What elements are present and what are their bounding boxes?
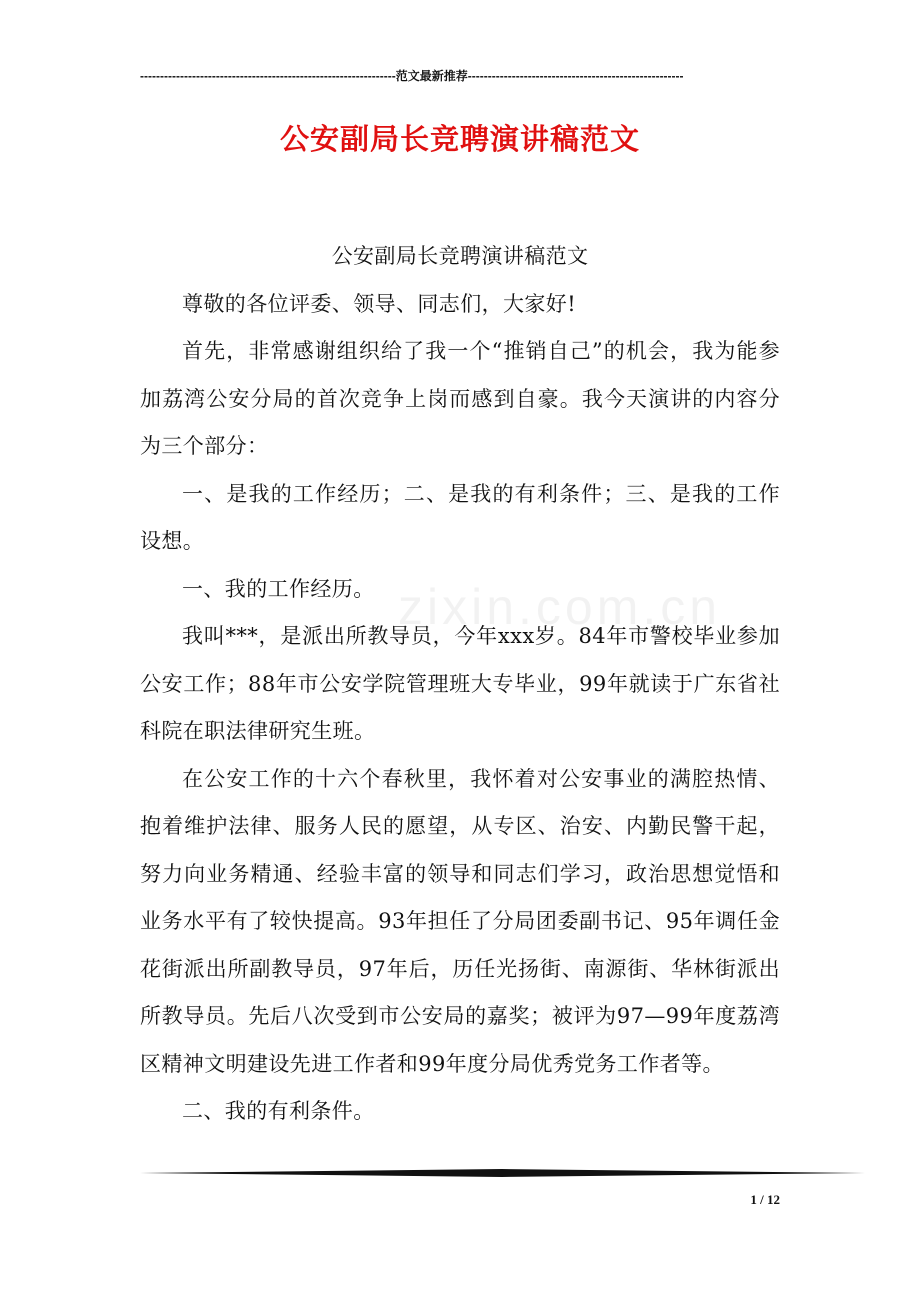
paragraph-outline: 一、是我的工作经历；二、是我的有利条件；三、是我的工作设想。 [140,481,780,553]
document-body [140,233,780,1136]
section-heading-advantages: 二、我的有利条件。 [182,1099,375,1123]
page-number: 1 / 12 [750,1192,780,1207]
paragraph-career: 在公安工作的十六个春秋里，我怀着对公安事业的满腔热情、抱着维护法律、服务人民的愿望，从专区、治安、内勤民警干起，努力向业务精通、经验丰富的领导和同志们学习，政治思想觉悟和业务水平有了较快提高。93年担任了分局团委副书记、95年调任金花街派出所副教导员，97年后，历任光扬街、南源街、华林街派出所教导员。先后八次受到市公安局的嘉奖；被评为97—99年度荔湾区精神文明建设先进工作者和99年度分局优秀党务工作者等。 [140,766,780,1076]
watermark: zixin.com.cn [398,579,722,635]
paragraph-greeting: 尊敬的各位评委、领导、同志们，大家好! [182,291,577,316]
section-heading-experience: 一、我的工作经历。 [182,576,375,601]
paragraph-intro: 首先，非常感谢组织给了我一个“推销自己”的机会，我为能参加荔湾公安分局的首次竞争上岗而感到自豪。我今天演讲的内容分为三个部分： [140,339,780,458]
footer-rule [140,1168,865,1178]
header-text: ----------------------------------------------------------------范文最新推荐------------------------------------------------------ [140,69,684,83]
document-subtitle: 公安副局长竞聘演讲稿范文 [331,244,589,268]
paragraph-background: 我叫***，是派出所教导员，今年xxx岁。84年市警校毕业参加公安工作；88年市公安学院管理班大专毕业，99年就读于广东省社科院在职法律研究生班。 [140,624,780,743]
document-title: 公安副局长竞聘演讲稿范文 [279,122,640,156]
page-header [140,66,768,86]
